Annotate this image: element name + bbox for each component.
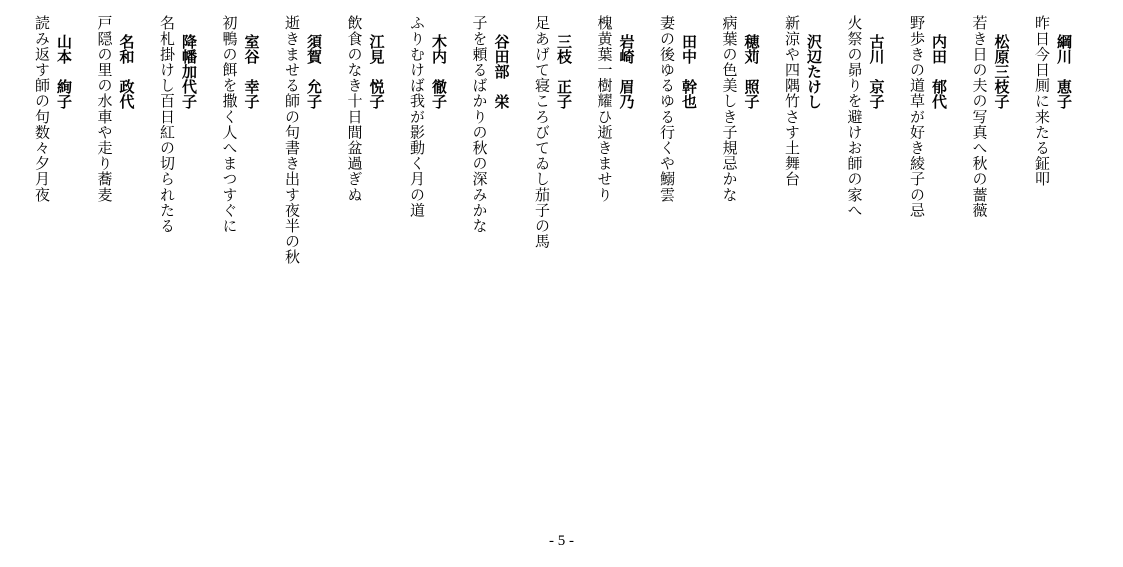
poet-name: 田中 幹也 (680, 34, 698, 109)
haiku-entry (763, 12, 826, 187)
poet-name: 谷田部 栄 (492, 34, 511, 109)
haiku-entry (513, 12, 576, 249)
poet-name: 室谷 幸子 (242, 34, 261, 109)
haiku-entry (638, 12, 701, 202)
haiku-text: 昨日今日厠に来たる鉦叩 (1033, 15, 1051, 187)
poet-name: 岩崎 眉乃 (617, 34, 636, 109)
poet-name: 沢辺たけし (805, 34, 823, 109)
haiku-entry (75, 12, 138, 202)
poet-name: 穂苅 照子 (742, 34, 761, 109)
haiku-text: 飲食のなき十日間盆過ぎぬ (345, 15, 364, 203)
haiku-text: 初鴨の餌を撒く人へまつすぐに (220, 15, 239, 234)
poet-name: 松原三枝子 (992, 34, 1011, 109)
poet-name: 江見 悦子 (367, 34, 386, 109)
haiku-text: 逝きませる師の句書き出す夜半の秋 (283, 15, 301, 265)
haiku-entry (13, 12, 76, 202)
haiku-entry (825, 12, 888, 218)
haiku-entry (950, 12, 1013, 218)
haiku-entry (200, 12, 263, 233)
haiku-entry (700, 12, 763, 202)
haiku-text: 野歩きの道草が好き綾子の忌 (908, 15, 926, 218)
haiku-text: 戸隠の里の水車や走り蕎麦 (95, 15, 114, 203)
haiku-text: 若き日の夫の写真へ秋の薔薇 (970, 15, 989, 218)
haiku-text: 子を頼るばかりの秋の深みかな (470, 15, 489, 234)
haiku-text: 火祭の昴りを避けお師の家へ (845, 15, 864, 218)
haiku-column-area (35, 12, 1075, 532)
poet-name: 降幡加代子 (180, 34, 198, 109)
haiku-text: 病葉の色美しき子規忌かな (720, 15, 739, 203)
poet-name: 内田 郁代 (930, 34, 948, 109)
poet-name: 綱川 恵子 (1055, 34, 1073, 109)
haiku-text: 読み返す師の句数々夕月夜 (33, 15, 51, 203)
poet-name: 三枝 正子 (555, 34, 573, 109)
haiku-text: 新涼や四隅竹さす土舞台 (783, 15, 801, 187)
haiku-entry (888, 12, 951, 218)
poet-name: 須賀 允子 (305, 34, 323, 109)
poet-name: 名和 政代 (117, 34, 136, 109)
page-number: - 5 - (549, 533, 574, 549)
poet-name: 古川 京子 (867, 34, 886, 109)
haiku-entry (450, 12, 513, 233)
poet-name: 山本 絢子 (55, 34, 73, 109)
haiku-text: 足あげて寝ころびてゐし茄子の馬 (533, 15, 551, 249)
poet-name: 木内 徹子 (430, 34, 448, 109)
haiku-entry (1013, 12, 1076, 187)
haiku-text: 妻の後ゆるゆる行くや鰯雲 (658, 15, 676, 203)
haiku-entry (388, 12, 451, 218)
haiku-text: 槐黄葉一樹耀ひ逝きませり (595, 15, 614, 203)
haiku-entry (263, 12, 326, 265)
haiku-text: ふりむけば我が影動く月の道 (408, 15, 426, 218)
haiku-text: 名札掛けし百日紅の切られたる (158, 15, 176, 234)
haiku-entry (138, 12, 201, 233)
haiku-entry (325, 12, 388, 202)
haiku-entry (575, 12, 638, 202)
